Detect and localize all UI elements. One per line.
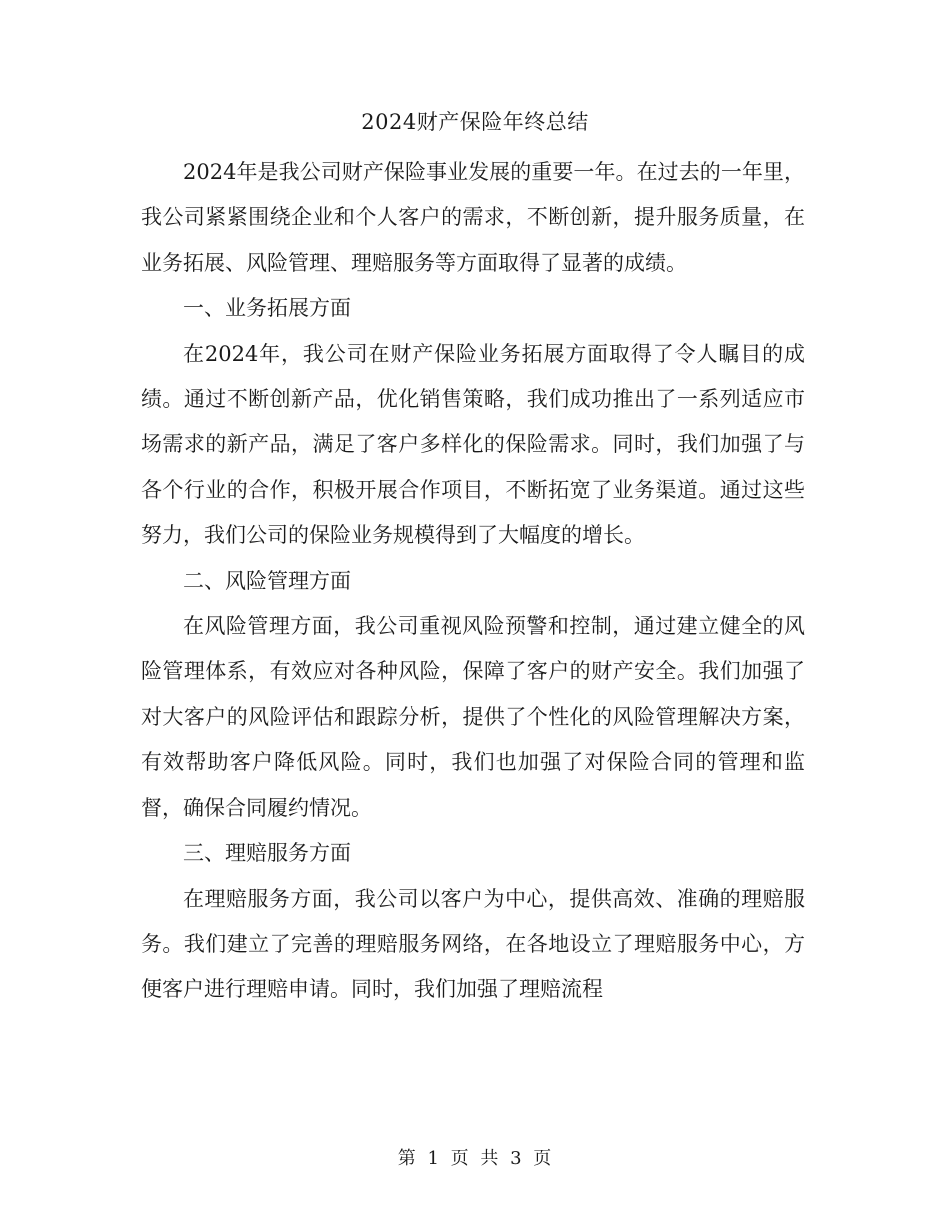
page-number: 第 1 页 共 3 页 — [397, 1148, 553, 1169]
section-heading-business: 一、业务拓展方面 — [183, 296, 351, 321]
section-paragraph-risk: 在风险管理方面，我公司重视风险预警和控制，通过建立健全的风险管理体系，有效应对各种风险，保障了客户的财产安全。我们加强了对大客户的风险评估和跟踪分析，提供了个性化的风险管理解决方案，有效帮助客户降低风险。同时，我们也加强了对保险合同的管理和监督，确保合同履约情况。 — [141, 614, 805, 820]
section-heading-risk: 二、风险管理方面 — [183, 568, 351, 593]
intro-paragraph: 2024年是我公司财产保险事业发展的重要一年。在过去的一年里，我公司紧紧围绕企业和个人客户的需求，不断创新，提升服务质量，在业务拓展、风险管理、理赔服务等方面取得了显著的成绩。 — [141, 160, 805, 275]
section-paragraph-claims: 在理赔服务方面，我公司以客户为中心，提供高效、准确的理赔服务。我们建立了完善的理赔服务网络，在各地设立了理赔服务中心，方便客户进行理赔申请。同时，我们加强了理赔流程 — [141, 886, 805, 1002]
document-body — [141, 150, 805, 1013]
section-heading-claims: 三、理赔服务方面 — [183, 841, 351, 866]
document-title: 2024财产保险年终总结 — [361, 110, 589, 134]
section-paragraph-business: 在2024年，我公司在财产保险业务拓展方面取得了令人瞩目的成绩。通过不断创新产品，优化销售策略，我们成功推出了一系列适应市场需求的新产品，满足了客户多样化的保险需求。同时，我们加强了与各个行业的合作，积极开展合作项目，不断拓宽了业务渠道。通过这些努力，我们公司的保险业务规模得到了大幅度的增长。 — [141, 341, 805, 548]
